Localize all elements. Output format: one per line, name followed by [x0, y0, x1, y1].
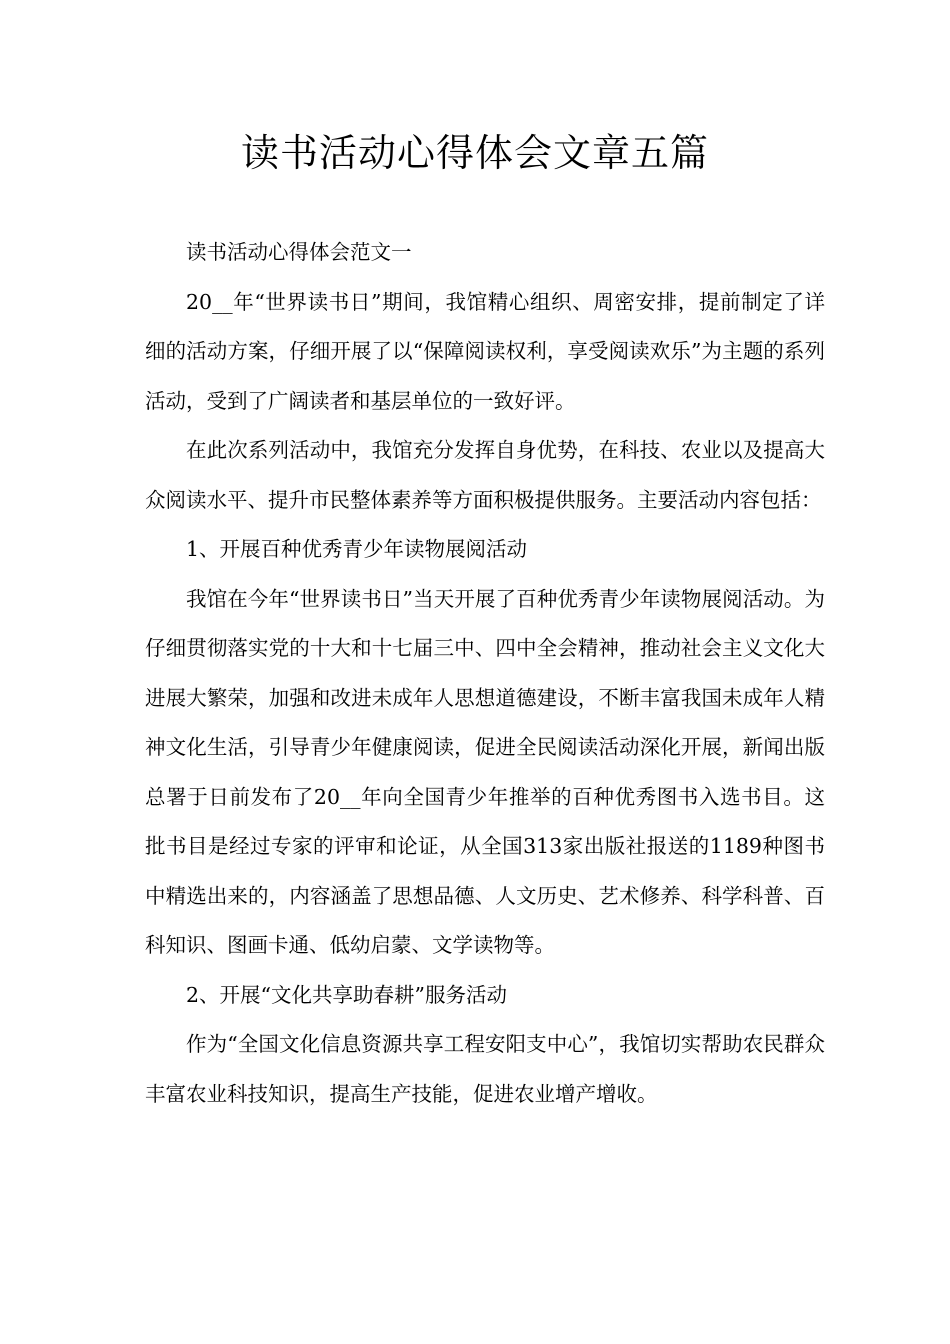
document-body [145, 228, 825, 1119]
body-paragraph: 20__年“世界读书日”期间，我馆精心组织、周密安排，提前制定了详细的活动方案，仔细开展了以“保障阅读权利，享受阅读欢乐”为主题的系列活动，受到了广阔读者和基层单位的一致好评。 [145, 289, 825, 413]
subsection-heading: 1、开展百种优秀青少年读物展阅活动 [186, 537, 528, 561]
section-heading: 读书活动心得体会范文一 [186, 240, 412, 264]
body-paragraph: 在此次系列活动中，我馆充分发挥自身优势，在科技、农业以及提高大众阅读水平、提升市民整体素养等方面积极提供服务。主要活动内容包括： [145, 438, 825, 512]
body-paragraph: 我馆在今年“世界读书日”当天开展了百种优秀青少年读物展阅活动。为仔细贯彻落实党的十大和十七届三中、四中全会精神，推动社会主义文化大进展大繁荣，加强和改进未成年人思想道德建设，不断丰富我国未成年人精神文化生活，引导青少年健康阅读，促进全民阅读活动深化开展，新闻出版总署于日前发布了20__年向全国青少年推举的百种优秀图书入选书目。这批书目是经过专家的评审和论证，从全国313家出版社报送的1189种图书中精选出来的，内容涵盖了思想品德、人文历史、艺术修养、科学科普、百科知识、图画卡通、低幼启蒙、文学读物等。 [145, 586, 825, 957]
body-paragraph: 作为“全国文化信息资源共享工程安阳支中心”，我馆切实帮助农民群众丰富农业科技知识，提高生产技能，促进农业增产增收。 [145, 1032, 825, 1106]
subsection-heading: 2、开展“文化共享助春耕”服务活动 [186, 982, 508, 1007]
document-title: 读书活动心得体会文章五篇 [240, 131, 709, 175]
